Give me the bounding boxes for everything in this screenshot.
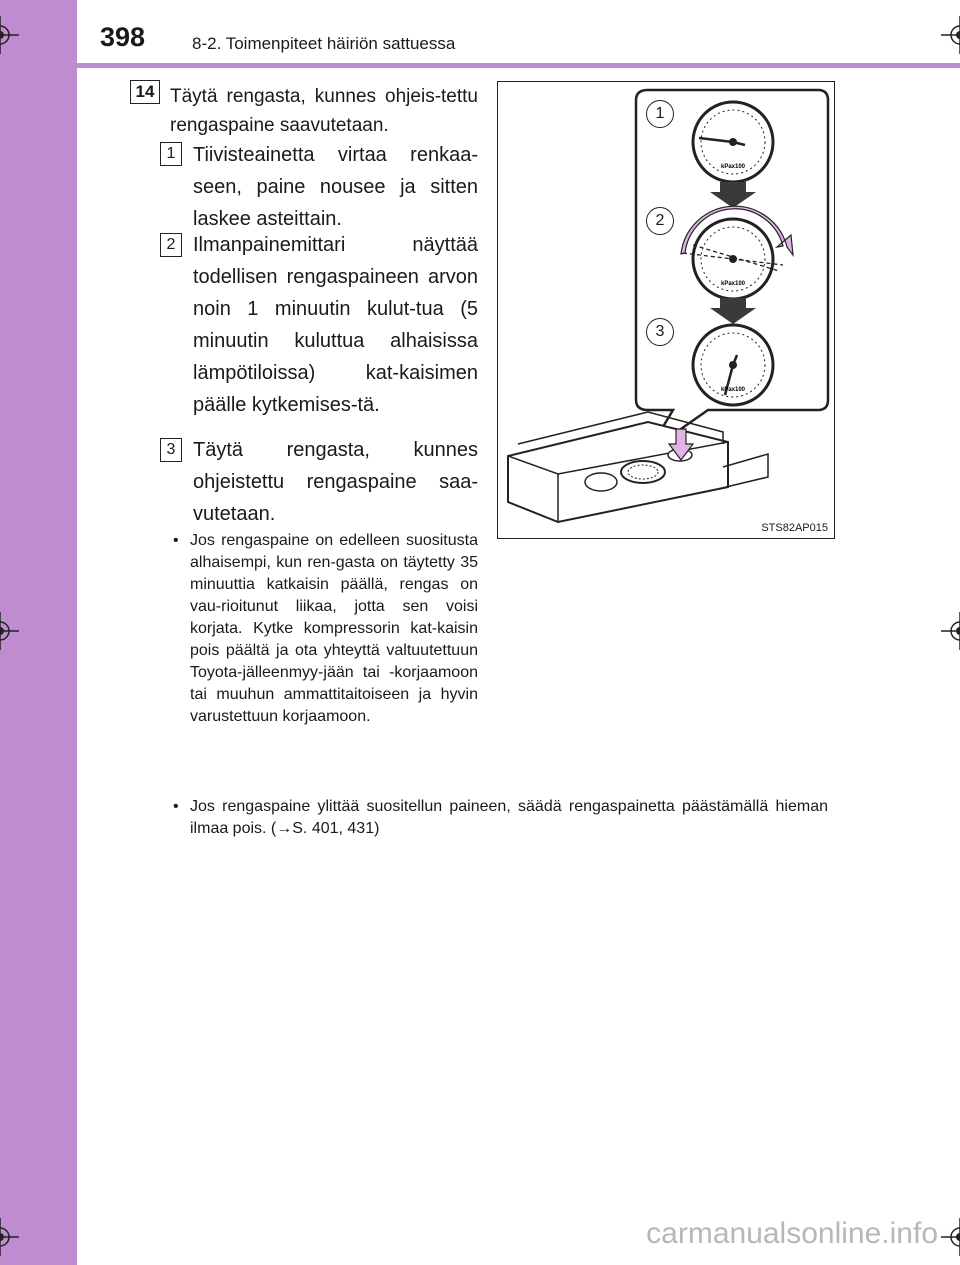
compressor-gauge-illustration [498, 82, 834, 538]
crop-mark-icon [941, 612, 960, 650]
figure-code: STS82AP015 [761, 522, 828, 534]
callout-number: 2 [646, 207, 674, 235]
illustration-figure [497, 81, 835, 539]
gauge-dial [693, 102, 773, 182]
crop-mark-icon [0, 1218, 19, 1256]
callout-number: 3 [646, 318, 674, 346]
step-number: 14 [130, 80, 160, 104]
bullet-dot: • [173, 798, 179, 815]
crop-mark-icon [0, 612, 19, 650]
step-text: Täytä rengasta, kunnes ohjeis-tettu rengaspaine saavutetaan. [170, 86, 478, 136]
callout-number: 1 [646, 100, 674, 128]
crop-mark-icon [941, 16, 960, 54]
bullet-dot: • [173, 532, 179, 549]
item-text: Täytä rengasta, kunnes ohjeistettu rengaspaine saa-vutetaan. [193, 439, 478, 525]
item-number: 2 [160, 233, 182, 257]
crop-mark-icon [941, 1218, 960, 1256]
bullet-item [173, 530, 478, 728]
bullet-text: Jos rengaspaine on edelleen suositusta alhaisempi, kun ren-gasta on täytetty 35 minuuttia katkaisin päällä, rengas on vau-rioitunut liikaa, jotta sen voisi korjata. Kytke kompressorin kat-kaisin pois päältä ja ota yhteyttä valtuutettuun Toyota-jälleenmyy-jään tai -korjaamoon tai muuhun ammattitaitoiseen ja hyvin varustettuun korjaamoon. [190, 532, 478, 725]
bullet-item [173, 796, 828, 840]
item-number: 1 [160, 142, 182, 166]
header-rule [0, 63, 960, 68]
svg-text:kPax100: kPax100 [720, 164, 746, 170]
section-title: 8-2. Toimenpiteet häiriön sattuessa [192, 34, 456, 53]
item-text: Tiivisteainetta virtaa renkaa-seen, paine nousee ja sitten laskee asteittain. [193, 144, 478, 230]
item-text: Ilmanpainemittari näyttää todellisen rengaspaineen arvon noin 1 minuutin kulut-tua (5 minuutin kuluttua alhaisissa lämpötiloissa) kat-kaisimen päälle kytkemises-tä. [193, 234, 478, 416]
crop-mark-icon [0, 16, 19, 54]
gauge-dial [693, 325, 773, 405]
item-number: 3 [160, 438, 182, 462]
svg-text:kPax100: kPax100 [720, 281, 746, 287]
bullet-text: Jos rengaspaine ylittää suositellun paineen, säädä rengaspainetta päästämällä hieman ilmaa pois. (→S. 401, 431) [190, 798, 828, 837]
svg-text:kPax100: kPax100 [720, 387, 746, 393]
page-number: 398 [100, 22, 146, 52]
watermark: carmanualsonline.info [646, 1217, 938, 1250]
